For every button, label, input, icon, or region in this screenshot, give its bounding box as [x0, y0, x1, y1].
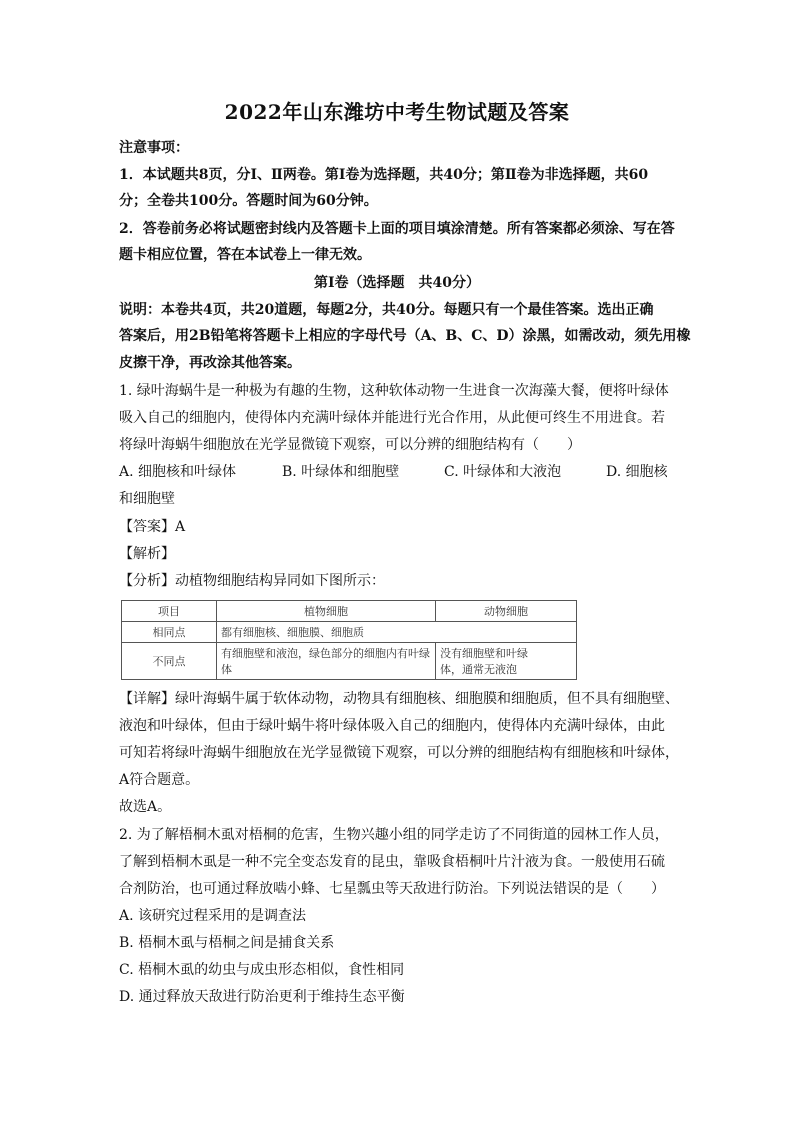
notice-line: 1．本试题共8页，分Ⅰ、Ⅱ两卷。第Ⅰ卷为选择题，共40分；第Ⅱ卷为非选择题，共60 — [119, 167, 649, 183]
table-header-cell: 项目 — [122, 601, 217, 622]
table-cell-line: 没有细胞壁和叶绿 — [440, 647, 528, 660]
table-header-cell: 动物细胞 — [436, 601, 577, 622]
notice-line: 2．答卷前务必将试题密封线内及答题卡上面的项目填涂清楚。所有答案都必须涂、写在答 — [119, 221, 675, 237]
section-title: 第Ⅰ卷（选择题 共40分） — [313, 275, 481, 291]
question-2-stem: 合剂防治，也可通过释放啮小蜂、七星瓢虫等天敌进行防治。下列说法错误的是（ ） — [119, 881, 665, 897]
question-1-stem: 吸入自己的细胞内，使得体内充满叶绿体并能进行光合作用，从此便可终生不用进食。若 — [119, 410, 665, 426]
question-2-option-a: A. 该研究过程采用的是调查法 — [119, 908, 307, 924]
question-1-fenxi: 【分析】动植物细胞结构异同如下图所示： — [119, 573, 385, 589]
question-2-option-d: D. 通过释放天敌进行防治更利于维持生态平衡 — [119, 989, 405, 1005]
section-desc: 皮擦干净，再改涂其他答案。 — [119, 355, 301, 371]
question-1-option-d-cont: 和细胞壁 — [119, 491, 175, 507]
table-row — [122, 622, 577, 643]
table-cell-line: 体，通常无液泡 — [440, 663, 517, 676]
table-cell-line: 有细胞壁和液泡，绿色部分的细胞内有叶绿 — [221, 647, 430, 660]
question-1-detail: 【详解】绿叶海蜗牛属于软体动物，动物具有细胞核、细胞膜和细胞质，但不具有细胞壁、 — [119, 691, 679, 707]
question-1-option-a: A. 细胞核和叶绿体 — [119, 464, 237, 480]
question-1-stem: 将绿叶海蜗牛细胞放在光学显微镜下观察，可以分辨的细胞结构有（ ） — [119, 437, 581, 453]
notice-line: 分；全卷共100分。答题时间为60分钟。 — [119, 193, 378, 209]
question-2-option-b: B. 梧桐木虱与梧桐之间是捕食关系 — [119, 935, 335, 951]
table-header-row — [122, 601, 577, 622]
table-cell: 相同点 — [122, 622, 217, 643]
table-cell: 都有细胞核、细胞膜、细胞质 — [217, 622, 577, 643]
question-1-stem: 1. 绿叶海蜗牛是一种极为有趣的生物，这种软体动物一生进食一次海藻大餐，便将叶绿体 — [119, 383, 669, 399]
table-header-cell: 植物细胞 — [217, 601, 436, 622]
table-cell — [436, 643, 577, 680]
table-cell-line: 体 — [221, 663, 232, 676]
section-desc: 说明：本卷共4页，共20道题，每题2分，共40分。每题只有一个最佳答案。选出正确 — [119, 302, 654, 318]
question-1-analysis-heading: 【解析】 — [119, 546, 175, 562]
table-row — [122, 643, 577, 680]
question-1-conclusion: 故选A。 — [119, 799, 172, 815]
table-cell: 不同点 — [122, 643, 217, 680]
question-1-answer: 【答案】A — [119, 519, 186, 535]
question-1-option-c: C. 叶绿体和大液泡 — [444, 464, 562, 480]
table-cell — [217, 643, 436, 680]
question-2-stem: 2. 为了解梧桐木虱对梧桐的危害，生物兴趣小组的同学走访了不同街道的园林工作人员， — [119, 827, 669, 843]
question-1-detail: 液泡和叶绿体，但由于绿叶蜗牛将叶绿体吸入自己的细胞内，使得体内充满叶绿体，由此 — [119, 718, 665, 734]
question-1-option-b: B. 叶绿体和细胞壁 — [282, 464, 400, 480]
question-2-option-c: C. 梧桐木虱的幼虫与成虫形态相似，食性相同 — [119, 962, 405, 978]
notice-line: 题卡相应位置，答在本试卷上一律无效。 — [119, 247, 371, 263]
cell-comparison-table — [121, 600, 577, 680]
section-desc: 答案后，用2B铅笔将答题卡上相应的字母代号（A、B、C、D）涂黑，如需改动，须先用橡 — [119, 328, 691, 344]
question-1-detail: A符合题意。 — [119, 772, 200, 788]
page-title: 2022年山东潍坊中考生物试题及答案 — [224, 100, 570, 124]
question-2-stem: 了解到梧桐木虱是一种不完全变态发育的昆虫，靠吸食梧桐叶片汁液为食。一般使用石硫 — [119, 854, 665, 870]
question-1-option-d: D. 细胞核 — [606, 464, 668, 480]
question-1-detail: 可知若将绿叶海蜗牛细胞放在光学显微镜下观察，可以分辨的细胞结构有细胞核和叶绿体， — [119, 745, 679, 761]
notice-heading: 注意事项： — [119, 140, 189, 156]
